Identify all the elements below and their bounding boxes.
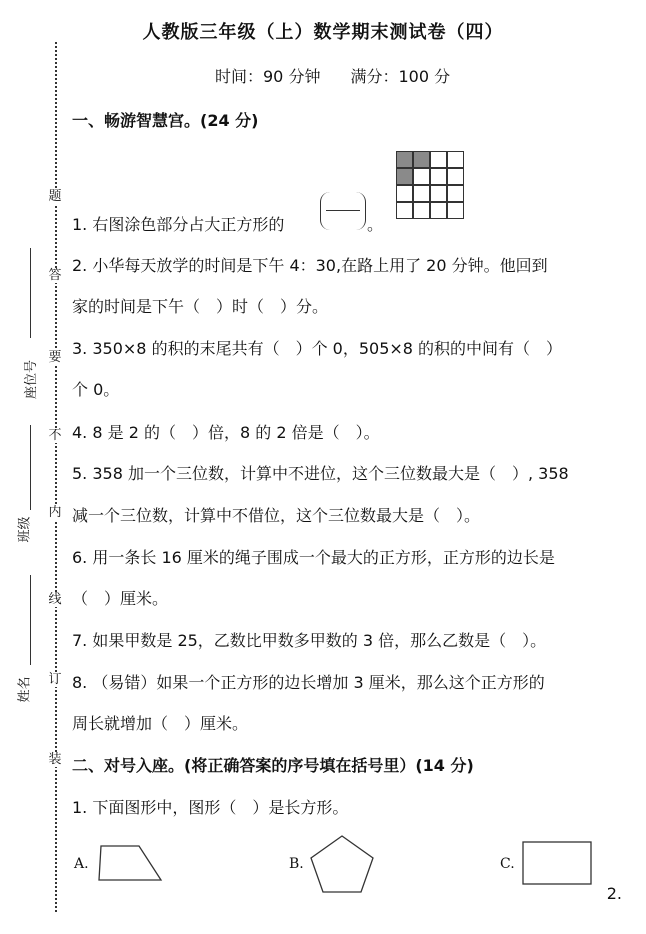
- binding-char: 题: [45, 189, 65, 204]
- question-1-end: 。: [367, 215, 384, 234]
- question-5: 5. 358 加一个三位数，计算中不进位，这个三位数最大是（ ）, 358: [72, 464, 569, 483]
- seat-label: 座位号: [24, 359, 40, 400]
- time-limit: 时间：90 分钟: [215, 67, 321, 86]
- grid-cell: [430, 151, 447, 168]
- question-2: 2. 小华每天放学的时间是下午 4：30,在路上用了 20 分钟。他回到: [72, 256, 548, 275]
- grid-cell-shaded: [396, 168, 413, 185]
- question-6-cont: （ ）厘米。: [72, 589, 169, 608]
- grid-cell: [447, 168, 464, 185]
- question-5-cont: 减一个三位数，计算中不借位，这个三位数最大是（ ）。: [72, 506, 481, 525]
- section-heading: 一、畅游智慧宫。(24 分): [72, 111, 259, 130]
- question-8: 8. （易错）如果一个正方形的边长增加 3 厘米，那么这个正方形的: [72, 673, 545, 692]
- page-title: 人教版三年级（上）数学期末测试卷（四）: [142, 22, 504, 43]
- question-6: 6. 用一条长 16 厘米的绳子围成一个最大的正方形，正方形的边长是: [72, 548, 555, 567]
- class-blank-line[interactable]: [30, 425, 31, 510]
- binding-char: 装: [45, 752, 65, 767]
- question-4: 4. 8 是 2 的（ ）倍，8 的 2 倍是（ ）。: [72, 423, 380, 442]
- class-label: 班级: [17, 516, 33, 543]
- full-score: 满分：100 分: [350, 67, 451, 86]
- section-heading: 二、对号入座。(将正确答案的序号填在括号里）(14 分): [72, 756, 474, 775]
- option-a-label: A.: [74, 856, 89, 872]
- grid-cell-shaded: [396, 151, 413, 168]
- binding-char: 不: [45, 428, 65, 443]
- question-3: 3. 350×8 的积的末尾共有（ ）个 0，505×8 的积的中间有（ ）: [72, 339, 563, 358]
- question-2-cont: 家的时间是下午（ ）时（ ）分。: [72, 297, 329, 316]
- option-b-label: B.: [289, 856, 304, 872]
- question-7: 7. 如果甲数是 25，乙数比甲数多甲数的 3 倍，那么乙数是（ ）。: [72, 631, 547, 650]
- question-8-cont: 周长就增加（ ）厘米。: [72, 714, 249, 733]
- fraction-bar: [326, 210, 360, 211]
- grid-cell: [396, 185, 413, 202]
- grid-cell: [447, 185, 464, 202]
- name-blank-line[interactable]: [30, 575, 31, 665]
- grid-cell: [430, 168, 447, 185]
- question-1: 1. 右图涂色部分占大正方形的: [72, 215, 285, 234]
- grid-cell: [413, 185, 430, 202]
- grid-cell: [396, 202, 413, 219]
- option-c-label: C.: [500, 856, 515, 872]
- question-2-1: 1. 下面图形中，图形（ ）是长方形。: [72, 798, 349, 817]
- grid-cell: [447, 202, 464, 219]
- grid-cell: [430, 202, 447, 219]
- shaded-grid-figure: [396, 151, 468, 223]
- binding-char: 订: [45, 672, 65, 687]
- name-label: 姓名: [17, 676, 33, 703]
- grid-cell: [447, 151, 464, 168]
- fraction-answer-box[interactable]: [320, 192, 366, 230]
- grid-cell-shaded: [413, 151, 430, 168]
- grid-cell: [413, 168, 430, 185]
- grid-cell: [430, 185, 447, 202]
- question-3-cont: 个 0。: [72, 380, 120, 399]
- binding-char: 内: [45, 505, 65, 520]
- binding-char: 线: [45, 592, 65, 607]
- binding-dotted-line: [55, 42, 57, 912]
- next-question-number: 2.: [606, 884, 622, 903]
- grid-cell: [413, 202, 430, 219]
- binding-char: 答: [45, 268, 65, 283]
- rectangle-figure: [521, 840, 593, 886]
- seat-blank-line[interactable]: [30, 248, 31, 338]
- trapezoid-figure: [95, 842, 165, 884]
- exam-meta: [215, 64, 450, 87]
- pentagon-figure: [308, 833, 376, 895]
- binding-char: 要: [45, 350, 65, 365]
